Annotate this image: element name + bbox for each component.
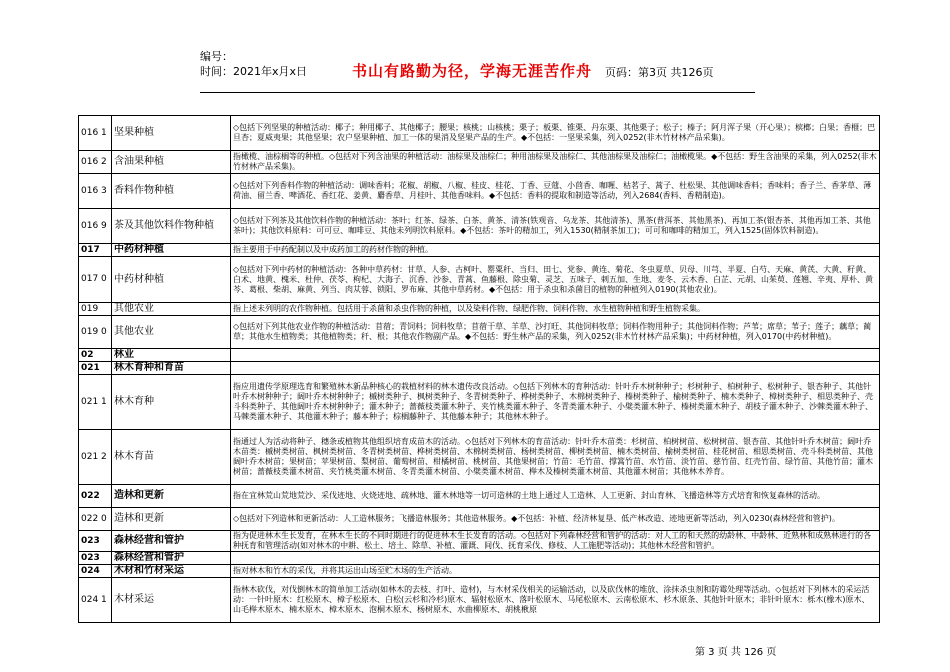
table-row <box>79 485 880 508</box>
category-name: 造林和更新 <box>112 508 231 531</box>
category-description: 指通过人为活动将种子、穗条或植物其他组织培育成苗木的活动。◇包括对下列林木的育苗活动：针叶乔木苗类：杉树苗、柏树树苗、松树树苗、银杏苗、其他针叶乔木树苗；阔叶乔木苗类：槭树类树苗、枫树类树苗、冬青树类树苗、桦树类树苗、木棉树类树苗、杨树类树苗、柳树类树苗、楠木类树苗、榆树类树苗、桂花树苗、相思类树苗、壳斗科类树苗、其他阔叶乔木树苗；果树苗；苹果树苗、梨树苗、葡萄树苗、柑橘树苗、桃树苗、其他果树苗；竹苗：毛竹苗、撑篙竹苗、水竹苗、淡竹苗、慈竹苗、红壳竹苗、绿竹苗、其他竹苗；灌木树苗；蔷薇枝类灌木树苗、夹竹桃类灌木树苗、冬青类灌木树苗、小檗类灌木树苗、榉木及榛树类灌木树苗、其他灌木树苗；其他林木养育。 <box>231 430 880 485</box>
category-name: 中药材种植 <box>112 244 231 257</box>
category-code: 023 <box>79 531 112 552</box>
table-row <box>79 174 880 209</box>
table-row <box>79 116 880 151</box>
page-footer: 第 3 页 共 126 页 <box>695 647 777 658</box>
category-code: 016 2 <box>79 151 112 174</box>
category-name: 林木育种 <box>112 375 231 430</box>
table-row <box>79 508 880 531</box>
table-row <box>79 316 880 349</box>
category-description: ◇包括对下列茶及其他饮料作物的种植活动：茶叶；红茶、绿茶、白茶、黄茶、清茶(铁观音、乌龙茶、其他清茶)、黑茶(普洱茶、其他黑茶)、再加工茶(银杏茶、其他再加工茶、其他茶叶)；其他饮料原料：可可豆、咖啡豆、其他未列明饮料原料。◆不包括：茶叶的精加工，列入1530(精制茶加工)；可可和咖啡的精加工，列入1525(固体饮料制造)。 <box>231 209 880 244</box>
table-row <box>79 531 880 552</box>
category-name: 林木育苗 <box>112 430 231 485</box>
industry-classification-table <box>78 115 880 623</box>
table-row <box>79 375 880 430</box>
category-code: 024 1 <box>79 578 112 623</box>
table-row <box>79 209 880 244</box>
category-code: 016 9 <box>79 209 112 244</box>
category-description: 指橄榄、油棕榈等的种植。◇包括对下列含油果的种植活动：油棕果及油棕仁；种用油棕果及油棕仁、其他油棕果及油棕仁；油橄榄果。◆不包括：野生含油果的采集，列入0252(非木竹材林产品采集)。 <box>231 151 880 174</box>
table-row <box>79 552 880 565</box>
category-description: 指主要用于中药配制以及中成药加工的药材作物的种植。 <box>231 244 880 257</box>
category-description: 指上述未列明的农作物种植。包括用于杀菌和杀虫作物的种植，以及染料作物、绿肥作物、饲料作物、水生植物种植和野生植物采集。 <box>231 303 880 316</box>
category-code: 017 0 <box>79 257 112 303</box>
category-name: 茶及其他饮料作物种植 <box>112 209 231 244</box>
table-row <box>79 349 880 362</box>
category-name: 香料作物种植 <box>112 174 231 209</box>
category-description: 指在宜林荒山荒地荒沙、采伐迹地、火烧迹地、疏林地、灌木林地等一切可造林的土地上通过人工造林、人工更新、封山育林、飞播造林等方式培育和恢复森林的活动。 <box>231 485 880 508</box>
category-code: 019 0 <box>79 316 112 349</box>
category-name: 林木育种和育苗 <box>112 362 231 375</box>
table-row <box>79 257 880 303</box>
category-name: 木材采运 <box>112 578 231 623</box>
category-name: 造林和更新 <box>112 485 231 508</box>
category-code: 024 <box>79 565 112 578</box>
category-code: 022 <box>79 485 112 508</box>
category-code: 016 3 <box>79 174 112 209</box>
category-code: 022 0 <box>79 508 112 531</box>
header-page-number: 页码：第3页 共126页 <box>605 66 714 79</box>
category-description: ◇包括对下列其他农业作物的种植活动：苜蓿；青饲料；饲料牧草；苜蓿干草、羊草、沙打旺、其他饲料牧草；饲料作物用种子；其他饲料作物；芦苇；席草；苇子；莲子；藕草；蔺草；其他水生植物类；其他植物类；秆、根；其他农作物副产品。◆不包括：野生林产品的采集，列入0252(非木竹材林产品采集)；中药材种植，列入0170(中药材种植)。 <box>231 316 880 349</box>
category-code: 019 <box>79 303 112 316</box>
category-name: 林业 <box>112 349 231 362</box>
category-code: 016 1 <box>79 116 112 151</box>
table-row <box>79 565 880 578</box>
category-code: 02 <box>79 349 112 362</box>
category-description <box>231 349 880 362</box>
document-time-label: 时间：2021年x月x日 <box>200 65 308 78</box>
category-description <box>231 362 880 375</box>
table-row <box>79 362 880 375</box>
category-name: 其他农业 <box>112 303 231 316</box>
table-row <box>79 303 880 316</box>
category-name: 含油果种植 <box>112 151 231 174</box>
category-description <box>231 552 880 565</box>
category-name: 森林经营和管护 <box>112 552 231 565</box>
category-name: 森林经营和管护 <box>112 531 231 552</box>
category-name: 其他农业 <box>112 316 231 349</box>
category-description: ◇包括对下列香料作物的种植活动：调味香料；花椒、胡椒、八椒、桂皮、桂花、丁香、豆蔻、小茴香、咖喱、枯茗子、蒿子、杜松果、其他调味香料；香味料；香子兰、香茅草、薄荷油、留兰香、啤酒花、香红花、姜黄、麝香草、月桂叶、其他香味料。◆不包括：香料的提取和制造等活动，列入2684(香料、香精制造)。 <box>231 174 880 209</box>
category-name: 坚果种植 <box>112 116 231 151</box>
category-name: 木材和竹材采运 <box>112 565 231 578</box>
table-row <box>79 151 880 174</box>
table-row <box>79 430 880 485</box>
category-description: ◇包括下列坚果的种植活动：椰子；种用椰子、其他椰子；腰果；核桃；山核桃；栗子；板栗、锥栗、丹东栗、其他栗子；松子；榛子；阿月浑子果（开心果）；槟榔；白果；香榧；巴旦杏；夏威夷果；其他坚果；农户坚果种植、加工一体的果消及坚果产品的生产。◆不包括：一坚果采集，列入0252(非木竹材林产品采集)。 <box>231 116 880 151</box>
category-name: 中药材种植 <box>112 257 231 303</box>
category-code: 017 <box>79 244 112 257</box>
category-code: 023 <box>79 552 112 565</box>
category-code: 021 1 <box>79 375 112 430</box>
category-description: 指为促进林木生长发育，在林木生长的不同时期进行的促进林木生长发育的活动。◇包括对下列森林经营和管护的活动：对人工的和天然的幼龄林、中龄林、近熟林和成熟林进行的各种抚育和管理活动(如对林木的中耕、松土、培土、除草、补植、灌溉、间伐、抚育采伐、修枝、人工施肥等活动)；其他林木经营和管护。 <box>231 531 880 552</box>
category-description: 指对林木和竹木的采伐，并将其运出山场至贮木场的生产活动。 <box>231 565 880 578</box>
category-description: ◇包括对下列造林和更新活动：人工造林服务；飞播造林服务；其他造林服务。◆不包括：补植、经济林复垦、低产林改造、迹地更新等活动，列入0230(森林经营和管护)。 <box>231 508 880 531</box>
category-code: 021 2 <box>79 430 112 485</box>
header-motto: 书山有路勤为径，学海无涯苦作舟 <box>352 62 593 80</box>
category-description: 指应用遗传学原理选育和繁殖林木新品种核心的栽植材料的林木遗传改良活动。◇包括下列林木的育种活动：针叶乔木树种种子；杉树种子、柏树种子、松树种子、银杏种子、其他针叶乔木树种种子；阔叶乔木树种种子；槭树类种子、枫树类种子、冬青树类种子、桦树类种子、木棉树类种子、榛树类种子、榆树类种子、楠木类种子、樟树类种子、相思类种子、壳斗科类种子、其他阔叶乔木树种种子；灌木种子；蔷薇枝类灌木种子、夹竹桃类灌木种子、冬青类灌木种子、小檗类灌木种子、榛树类灌木种子、胡枝子灌木种子、沙棘类灌木种子、马棘类灌木种子、其他灌木种子；藤本种子；棕榈藤种子、其他藤本种子；其他林木种子。 <box>231 375 880 430</box>
table-row <box>79 578 880 623</box>
category-description: ◇包括对下列中药材的种植活动：各种中草药材：甘草、人参、古柯叶、罂粟秆、当归、田七、党参、黄连、菊花、冬虫夏草、贝母、川芎、半夏、白芍、天麻、黄芪、大黄、籽黄、白术、地黄、槐米、杜仲、茯苓、枸杞、大海子、沉香、沙参、青蒿、鱼藤根、除虫菊、灵芝、五味子、剌五加、生地、麦冬、云木香、白芷、元胡、山茱萸、莲翘、辛夷、厚朴、黄芩、葛根、柴胡、麻黄、列当、肉苁蓉、锁阳、罗布麻、其他中草药材。◆不包括：用于杀虫和杀菌目的植物的种植列入0190(其他农业)。 <box>231 257 880 303</box>
document-number-label: 编号： <box>200 50 233 63</box>
category-code: 021 <box>79 362 112 375</box>
category-description: 指林木砍伐，对伐倒林木的简单加工活动(如林木的去枝、打叶、造材)，与木材采伐相关的运输活动，以及砍伐林的堆放、涂抹杀虫剂和防霉处理等活动。◇包括对下列林木的采运活动：一针叶原木：红松原木、樟子松原木、白松(云杉和冷杉)原木、辐射松原木、落叶松原木、马尾松原木、云南松原木、杉木原条、其他针叶原木；非针叶原木：栎木(橡木)原木、山毛榉木原木、楠木原木、樟木原木、泡桐木原木、杨树原木、水曲柳原木、胡桃楸原 <box>231 578 880 623</box>
page-header <box>200 48 755 93</box>
table-row <box>79 244 880 257</box>
